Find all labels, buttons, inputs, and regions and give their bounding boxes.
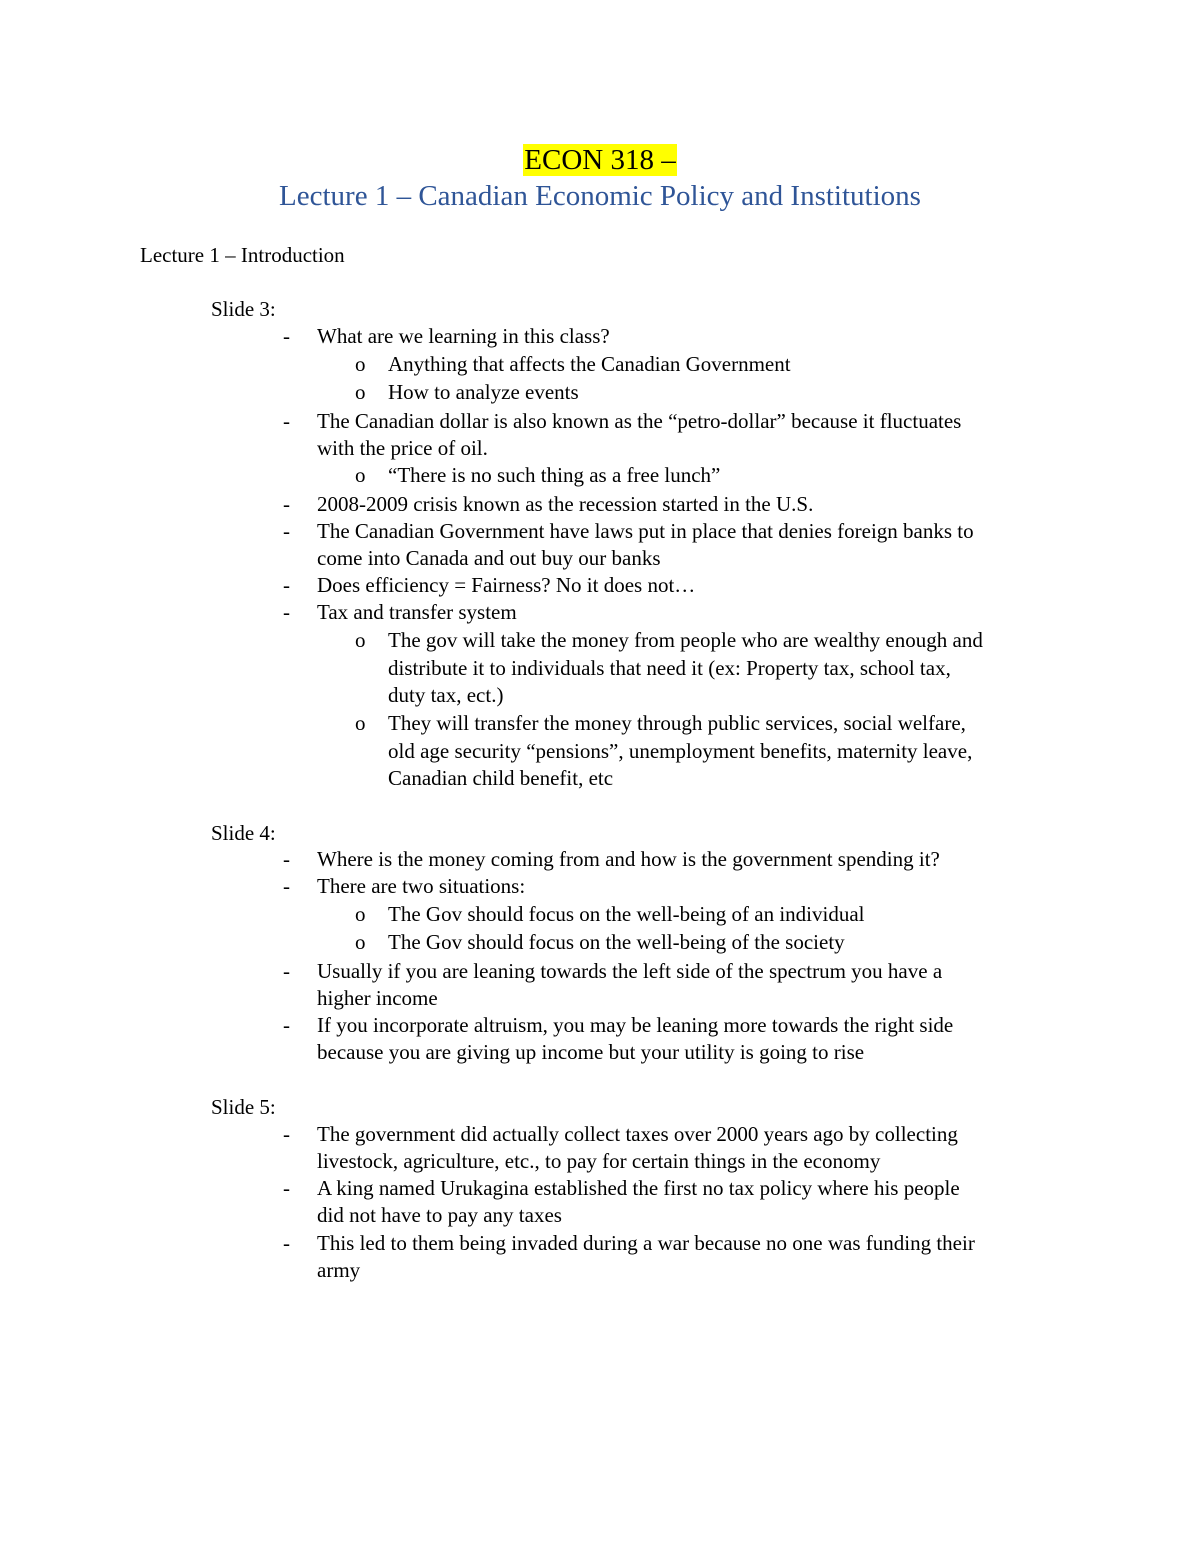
slide-3-label: Slide 3: bbox=[211, 297, 276, 321]
sub-list-item: “There is no such thing as a free lunch” bbox=[388, 463, 721, 487]
list-item: Tax and transfer system bbox=[317, 600, 517, 624]
dash-bullet: - bbox=[283, 492, 290, 516]
document-title bbox=[0, 142, 1200, 178]
sub-bullet: o bbox=[355, 711, 366, 735]
sub-list-item-continued: distribute it to individuals that need it (ex: Property tax, school tax, bbox=[388, 656, 951, 680]
sub-list-item-continued: duty tax, ect.) bbox=[388, 683, 504, 707]
dash-bullet: - bbox=[283, 959, 290, 983]
section-heading: Lecture 1 – Introduction bbox=[140, 243, 345, 267]
dash-bullet: - bbox=[283, 874, 290, 898]
sub-bullet: o bbox=[355, 902, 366, 926]
dash-bullet: - bbox=[283, 324, 290, 348]
dash-bullet: - bbox=[283, 600, 290, 624]
list-item: If you incorporate altruism, you may be leaning more towards the right side bbox=[317, 1013, 954, 1037]
dash-bullet: - bbox=[283, 847, 290, 871]
list-item: This led to them being invaded during a war because no one was funding their bbox=[317, 1231, 975, 1255]
list-item-continued: army bbox=[317, 1258, 361, 1282]
highlighted-course-code: ECON 318 – bbox=[524, 144, 676, 176]
sub-list-item: Anything that affects the Canadian Government bbox=[388, 352, 791, 376]
list-item: Usually if you are leaning towards the left side of the spectrum you have a bbox=[317, 959, 943, 983]
sub-list-item: The Gov should focus on the well-being of the society bbox=[388, 930, 845, 954]
list-item: The Canadian Government have laws put in place that denies foreign banks to bbox=[317, 519, 974, 543]
dash-bullet: - bbox=[283, 1231, 290, 1255]
sub-bullet: o bbox=[355, 352, 366, 376]
sub-bullet: o bbox=[355, 628, 366, 652]
sub-bullet: o bbox=[355, 930, 366, 954]
sub-list-item: They will transfer the money through public services, social welfare, bbox=[388, 711, 966, 735]
list-item: The government did actually collect taxes over 2000 years ago by collecting bbox=[317, 1122, 958, 1146]
list-item: A king named Urukagina established the first no tax policy where his people bbox=[317, 1176, 960, 1200]
dash-bullet: - bbox=[283, 1122, 290, 1146]
sub-bullet: o bbox=[355, 463, 366, 487]
dash-bullet: - bbox=[283, 1176, 290, 1200]
list-item-continued: come into Canada and out buy our banks bbox=[317, 546, 661, 570]
sub-list-item: The gov will take the money from people who are wealthy enough and bbox=[388, 628, 983, 652]
slide-5-label: Slide 5: bbox=[211, 1095, 276, 1119]
list-item-continued: livestock, agriculture, etc., to pay for certain things in the economy bbox=[317, 1149, 881, 1173]
sub-list-item-continued: Canadian child benefit, etc bbox=[388, 766, 614, 790]
list-item-continued: with the price of oil. bbox=[317, 436, 488, 460]
list-item: Does efficiency = Fairness? No it does not… bbox=[317, 573, 696, 597]
sub-list-item-continued: old age security “pensions”, unemployment benefits, maternity leave, bbox=[388, 739, 973, 763]
list-item-continued: because you are giving up income but your utility is going to rise bbox=[317, 1040, 865, 1064]
dash-bullet: - bbox=[283, 519, 290, 543]
list-item: There are two situations: bbox=[317, 874, 526, 898]
list-item: 2008-2009 crisis known as the recession started in the U.S. bbox=[317, 492, 814, 516]
slide-4-label: Slide 4: bbox=[211, 821, 276, 845]
list-item: Where is the money coming from and how is the government spending it? bbox=[317, 847, 940, 871]
dash-bullet: - bbox=[283, 1013, 290, 1037]
list-item-continued: higher income bbox=[317, 986, 438, 1010]
list-item-continued: did not have to pay any taxes bbox=[317, 1203, 562, 1227]
sub-bullet: o bbox=[355, 380, 366, 404]
sub-list-item: How to analyze events bbox=[388, 380, 579, 404]
list-item: What are we learning in this class? bbox=[317, 324, 610, 348]
sub-list-item: The Gov should focus on the well-being of an individual bbox=[388, 902, 865, 926]
document-subtitle: Lecture 1 – Canadian Economic Policy and Institutions bbox=[279, 180, 921, 212]
dash-bullet: - bbox=[283, 573, 290, 597]
list-item: The Canadian dollar is also known as the “petro-dollar” because it fluctuates bbox=[317, 409, 962, 433]
dash-bullet: - bbox=[283, 409, 290, 433]
